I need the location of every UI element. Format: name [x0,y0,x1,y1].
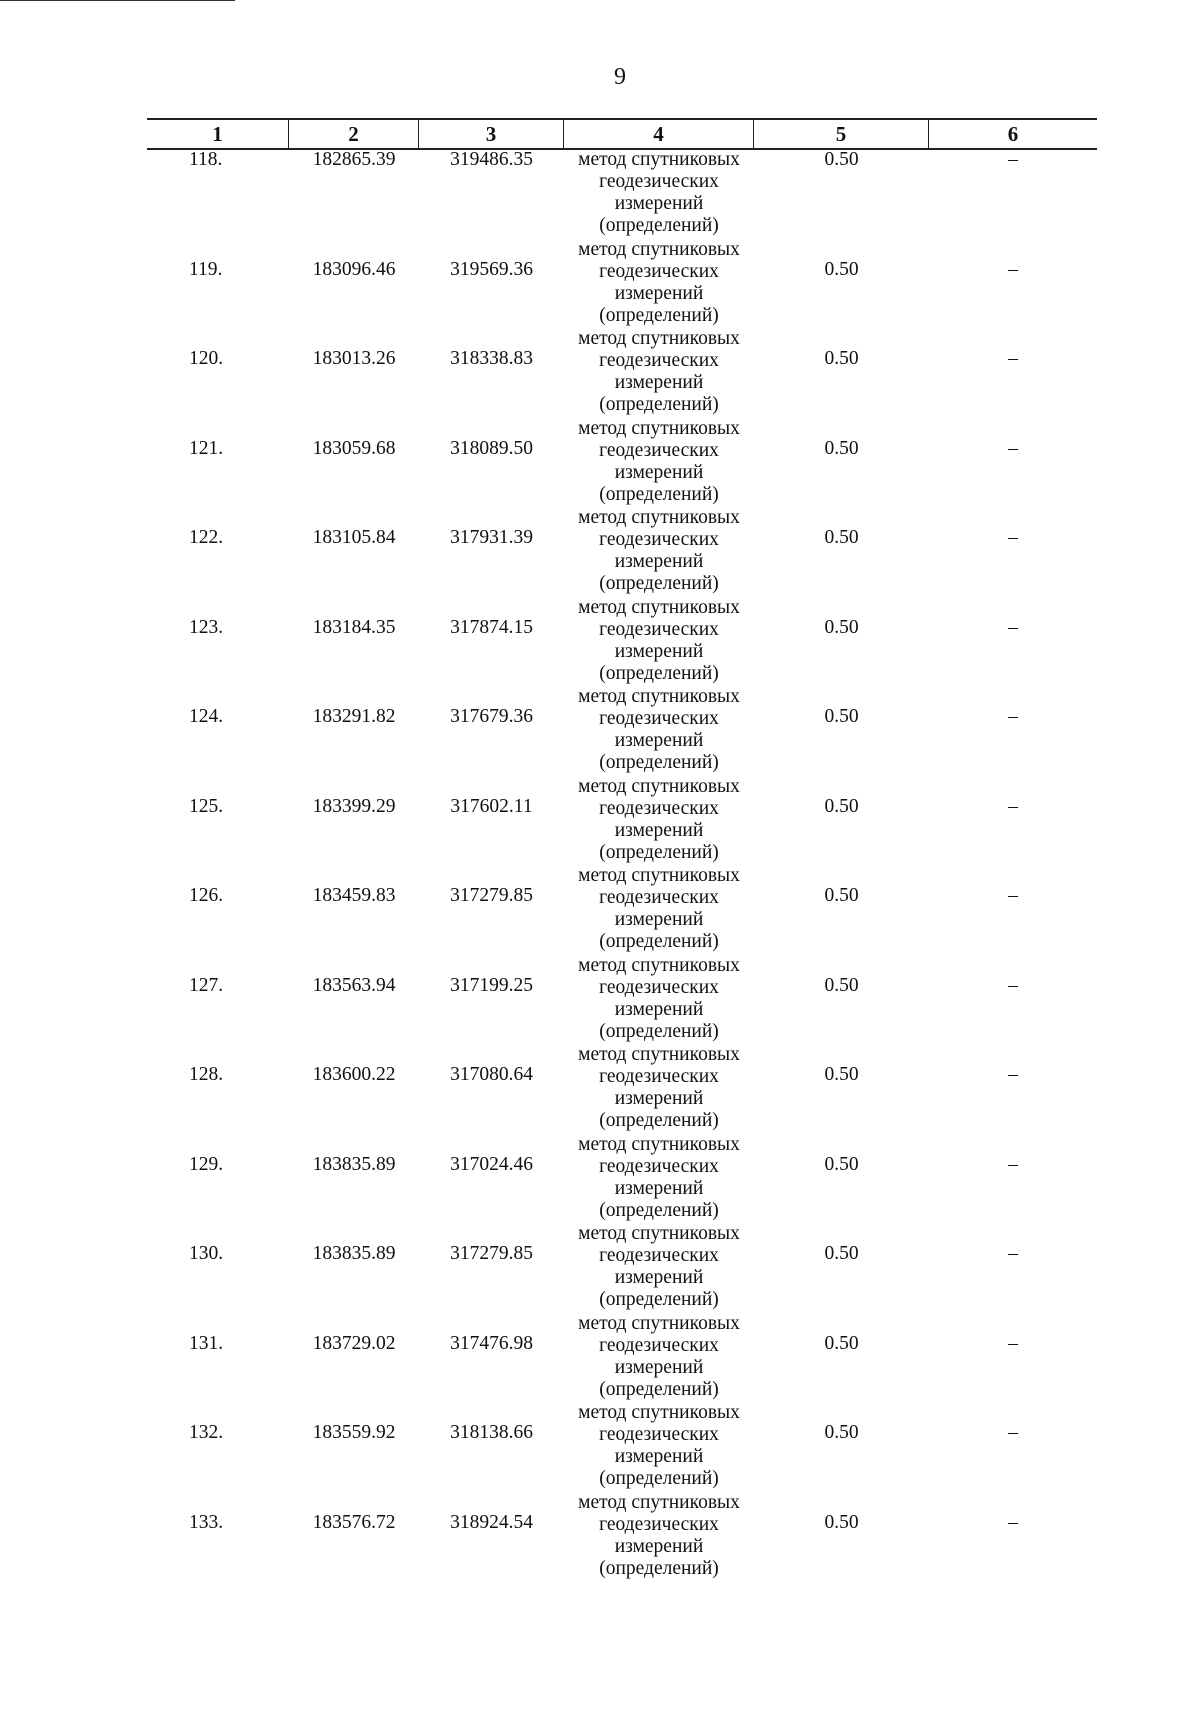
method-line: метод спутниковых [578,149,740,170]
table-row [147,955,1097,1045]
coordinate-x: 182865.39 [312,149,396,170]
method-line: (определений) [599,394,719,415]
method-line: метод спутниковых [578,507,740,528]
table-row [147,686,1097,776]
method-line: измерений [614,1267,704,1288]
method-line: геодезических [599,976,719,998]
coordinate-y: 317874.15 [450,616,533,638]
table-row [147,1402,1097,1492]
method-line: измерений [614,640,704,662]
coordinate-x: 183105.84 [312,527,396,548]
coordinates-table [147,118,1097,1579]
method-line: геодезических [599,171,719,192]
coordinate-x: 183291.82 [312,706,396,727]
point-description: – [1008,258,1018,280]
method-line: (определений) [599,573,719,594]
table-row [147,507,1097,597]
determination-method [564,1402,754,1490]
header-col-1: 1 [147,120,289,148]
method-line: (определений) [599,483,719,505]
method-line: измерений [614,730,704,751]
point-description: – [1008,1064,1018,1085]
point-number: 125. [189,795,224,817]
point-number: 128. [189,1064,224,1085]
determination-method [564,239,754,327]
coordinate-y: 317024.46 [450,1153,533,1175]
accuracy-value: 0.50 [824,706,859,727]
method-line: измерений [614,1088,704,1109]
coordinate-x: 183096.46 [312,258,396,280]
point-description: – [1008,348,1018,369]
point-number: 118. [189,149,223,170]
method-line: метод спутниковых [578,1223,740,1244]
determination-method [564,686,754,774]
point-description: – [1008,1422,1018,1443]
determination-method [564,149,754,237]
coordinate-y: 317931.39 [450,527,533,548]
method-line: геодезических [599,1334,719,1356]
coordinate-y: 317279.85 [450,1243,533,1264]
table-row [147,1044,1097,1134]
point-number: 130. [189,1243,224,1264]
method-line: измерений [614,1177,704,1199]
method-line: (определений) [599,1199,719,1221]
method-line: метод спутниковых [578,1133,740,1155]
determination-method [564,418,754,506]
determination-method [564,865,754,953]
point-number: 124. [189,706,224,727]
method-line: метод спутниковых [578,238,740,260]
point-number: 133. [189,1511,224,1533]
coordinate-y: 318924.54 [450,1511,533,1533]
table-row [147,149,1097,239]
point-number: 131. [189,1332,224,1354]
determination-method [564,1492,754,1580]
table-row [147,776,1097,866]
point-description: – [1008,1153,1018,1175]
method-line: геодезических [599,1066,719,1087]
method-line: метод спутниковых [578,775,740,797]
accuracy-value: 0.50 [824,149,859,170]
accuracy-value: 0.50 [824,527,859,548]
coordinate-y: 318089.50 [450,437,533,459]
point-number: 132. [189,1422,224,1443]
determination-method [564,1044,754,1132]
accuracy-value: 0.50 [824,348,859,369]
method-line: метод спутниковых [578,1312,740,1334]
method-line: измерений [614,819,704,841]
accuracy-value: 0.50 [824,258,859,280]
coordinate-y: 317679.36 [450,706,533,727]
point-description: – [1008,527,1018,548]
header-col-4: 4 [564,120,754,148]
point-description: – [1008,706,1018,727]
method-line: геодезических [599,797,719,819]
table-row [147,239,1097,329]
coordinate-x: 183559.92 [312,1422,396,1443]
determination-method [564,776,754,864]
point-description: – [1008,1511,1018,1533]
header-col-5: 5 [754,120,929,148]
coordinate-x: 183399.29 [312,795,396,817]
table-row [147,597,1097,687]
coordinate-x: 183563.94 [312,974,396,996]
point-number: 127. [189,974,224,996]
coordinate-y: 317199.25 [450,974,533,996]
determination-method [564,328,754,416]
coordinate-y: 318338.83 [450,348,533,369]
table-row [147,865,1097,955]
method-line: геодезических [599,1513,719,1535]
method-line: метод спутниковых [578,1491,740,1513]
point-description: – [1008,885,1018,906]
point-number: 122. [189,527,224,548]
point-description: – [1008,616,1018,638]
method-line: метод спутниковых [578,1044,740,1065]
method-line: измерений [614,998,704,1020]
accuracy-value: 0.50 [824,616,859,638]
coordinate-x: 183013.26 [312,348,396,369]
table-row [147,1492,1097,1582]
coordinate-x: 183600.22 [312,1064,396,1085]
coordinate-x: 183184.35 [312,616,396,638]
method-line: метод спутниковых [578,417,740,439]
method-line: метод спутниковых [578,865,740,886]
coordinate-y: 317476.98 [450,1332,533,1354]
point-description: – [1008,437,1018,459]
determination-method [564,1313,754,1401]
method-line: измерений [614,909,704,930]
determination-method [564,955,754,1043]
determination-method [564,507,754,595]
coordinate-y: 318138.66 [450,1422,533,1443]
table-body [147,149,1097,1581]
table-row [147,1313,1097,1403]
accuracy-value: 0.50 [824,1422,859,1443]
table-row [147,1223,1097,1313]
accuracy-value: 0.50 [824,795,859,817]
point-description: – [1008,1243,1018,1264]
point-number: 129. [189,1153,224,1175]
method-line: измерений [614,461,704,483]
method-line: измерений [614,282,704,304]
coordinate-x: 183059.68 [312,437,396,459]
point-description: – [1008,795,1018,817]
point-number: 120. [189,348,224,369]
coordinate-x: 183576.72 [312,1511,396,1533]
method-line: (определений) [599,931,719,952]
method-line: (определений) [599,304,719,326]
table-row [147,328,1097,418]
point-number: 121. [189,437,224,459]
method-line: измерений [614,1446,704,1467]
table-header [147,118,1097,150]
method-line: геодезических [599,260,719,282]
method-line: метод спутниковых [578,1402,740,1423]
coordinate-y: 319486.35 [450,149,533,170]
method-line: геодезических [599,1424,719,1445]
top-rule [0,0,235,1]
coordinate-y: 319569.36 [450,258,533,280]
page-number: 9 [614,64,626,90]
point-number: 123. [189,616,224,638]
coordinate-x: 183835.89 [312,1243,396,1264]
coordinate-y: 317602.11 [450,795,533,817]
accuracy-value: 0.50 [824,885,859,906]
method-line: метод спутниковых [578,596,740,618]
method-line: геодезических [599,1245,719,1266]
accuracy-value: 0.50 [824,1243,859,1264]
coordinate-y: 317279.85 [450,885,533,906]
coordinate-x: 183729.02 [312,1332,396,1354]
table-row [147,418,1097,508]
method-line: (определений) [599,752,719,773]
determination-method [564,1223,754,1311]
method-line: геодезических [599,618,719,640]
method-line: метод спутниковых [578,954,740,976]
method-line: геодезических [599,529,719,550]
table-row [147,1134,1097,1224]
header-col-2: 2 [289,120,419,148]
header-col-3: 3 [419,120,564,148]
accuracy-value: 0.50 [824,1064,859,1085]
method-line: измерений [614,551,704,572]
method-line: измерений [614,1356,704,1378]
coordinate-x: 183835.89 [312,1153,396,1175]
coordinate-x: 183459.83 [312,885,396,906]
method-line: (определений) [599,1557,719,1579]
determination-method [564,597,754,685]
method-line: метод спутниковых [578,328,740,349]
point-description: – [1008,974,1018,996]
method-line: измерений [614,193,704,214]
point-description: – [1008,149,1018,170]
accuracy-value: 0.50 [824,437,859,459]
method-line: (определений) [599,215,719,236]
accuracy-value: 0.50 [824,974,859,996]
method-line: (определений) [599,1289,719,1310]
method-line: (определений) [599,841,719,863]
method-line: (определений) [599,1020,719,1042]
header-col-6: 6 [1007,122,1019,146]
method-line: геодезических [599,350,719,371]
method-line: (определений) [599,662,719,684]
method-line: геодезических [599,708,719,729]
coordinate-y: 317080.64 [450,1064,533,1085]
method-line: геодезических [599,1155,719,1177]
method-line: (определений) [599,1468,719,1489]
method-line: геодезических [599,439,719,461]
accuracy-value: 0.50 [824,1332,859,1354]
method-line: метод спутниковых [578,686,740,707]
method-line: геодезических [599,887,719,908]
point-description: – [1008,1332,1018,1354]
method-line: измерений [614,372,704,393]
accuracy-value: 0.50 [824,1511,859,1533]
point-number: 119. [189,258,223,280]
determination-method [564,1134,754,1222]
method-line: (определений) [599,1378,719,1400]
method-line: измерений [614,1535,704,1557]
accuracy-value: 0.50 [824,1153,859,1175]
method-line: (определений) [599,1110,719,1131]
point-number: 126. [189,885,224,906]
